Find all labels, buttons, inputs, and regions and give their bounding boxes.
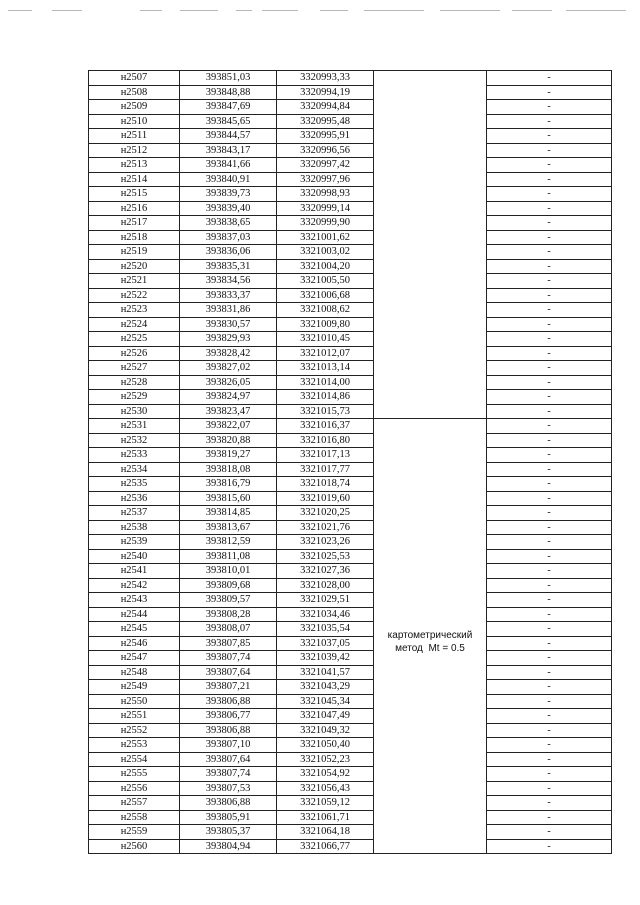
dash-cell: - [487, 143, 612, 158]
x-coordinate-cell: 393809,68 [180, 578, 277, 593]
point-name-cell: н2528 [89, 375, 180, 390]
table-row [89, 694, 612, 709]
point-name-cell: н2520 [89, 259, 180, 274]
dash-cell: - [487, 85, 612, 100]
x-coordinate-cell: 393848,88 [180, 85, 277, 100]
y-coordinate-cell: 3321034,46 [277, 607, 374, 622]
point-name-cell: н2525 [89, 332, 180, 347]
dash-cell: - [487, 172, 612, 187]
point-name-cell: н2538 [89, 520, 180, 535]
dash-cell: - [487, 259, 612, 274]
dash-cell: - [487, 593, 612, 608]
table-row [89, 448, 612, 463]
y-coordinate-cell: 3321012,07 [277, 346, 374, 361]
y-coordinate-cell: 3321064,18 [277, 825, 374, 840]
x-coordinate-cell: 393806,77 [180, 709, 277, 724]
dash-cell: - [487, 694, 612, 709]
dash-cell: - [487, 520, 612, 535]
dash-cell: - [487, 665, 612, 680]
x-coordinate-cell: 393805,91 [180, 810, 277, 825]
x-coordinate-cell: 393823,47 [180, 404, 277, 419]
table-row [89, 839, 612, 854]
x-coordinate-cell: 393806,88 [180, 694, 277, 709]
y-coordinate-cell: 3321029,51 [277, 593, 374, 608]
dash-cell: - [487, 549, 612, 564]
point-name-cell: н2524 [89, 317, 180, 332]
x-coordinate-cell: 393813,67 [180, 520, 277, 535]
dash-cell: - [487, 114, 612, 129]
x-coordinate-cell: 393818,08 [180, 462, 277, 477]
x-coordinate-cell: 393838,65 [180, 216, 277, 231]
point-name-cell: н2526 [89, 346, 180, 361]
dash-cell: - [487, 738, 612, 753]
dash-cell: - [487, 230, 612, 245]
point-name-cell: н2519 [89, 245, 180, 260]
point-name-cell: н2558 [89, 810, 180, 825]
dash-cell: - [487, 332, 612, 347]
point-name-cell: н2546 [89, 636, 180, 651]
y-coordinate-cell: 3321041,57 [277, 665, 374, 680]
y-coordinate-cell: 3321018,74 [277, 477, 374, 492]
x-coordinate-cell: 393816,79 [180, 477, 277, 492]
dash-cell: - [487, 361, 612, 376]
point-name-cell: н2553 [89, 738, 180, 753]
method-label-line2: метод Mt = 0.5 [395, 643, 465, 654]
table-row [89, 651, 612, 666]
point-name-cell: н2544 [89, 607, 180, 622]
table-row [89, 781, 612, 796]
dash-cell: - [487, 158, 612, 173]
y-coordinate-cell: 3321014,00 [277, 375, 374, 390]
point-name-cell: н2555 [89, 767, 180, 782]
table-row [89, 303, 612, 318]
x-coordinate-cell: 393831,86 [180, 303, 277, 318]
x-coordinate-cell: 393808,28 [180, 607, 277, 622]
table-row [89, 535, 612, 550]
x-coordinate-cell: 393814,85 [180, 506, 277, 521]
x-coordinate-cell: 393808,07 [180, 622, 277, 637]
dash-cell: - [487, 448, 612, 463]
table-row [89, 622, 612, 637]
table-row [89, 404, 612, 419]
y-coordinate-cell: 3321054,92 [277, 767, 374, 782]
table-row [89, 100, 612, 115]
point-name-cell: н2536 [89, 491, 180, 506]
dash-cell: - [487, 100, 612, 115]
point-name-cell: н2535 [89, 477, 180, 492]
x-coordinate-cell: 393828,42 [180, 346, 277, 361]
y-coordinate-cell: 3321001,62 [277, 230, 374, 245]
y-coordinate-cell: 3320999,14 [277, 201, 374, 216]
y-coordinate-cell: 3321066,77 [277, 839, 374, 854]
dash-cell: - [487, 622, 612, 637]
coordinates-table [88, 70, 612, 854]
table-row [89, 709, 612, 724]
x-coordinate-cell: 393834,56 [180, 274, 277, 289]
table-row [89, 723, 612, 738]
dash-cell: - [487, 723, 612, 738]
table-row [89, 825, 612, 840]
table-row [89, 361, 612, 376]
table-row [89, 288, 612, 303]
dash-cell: - [487, 288, 612, 303]
dash-cell: - [487, 810, 612, 825]
x-coordinate-cell: 393824,97 [180, 390, 277, 405]
y-coordinate-cell: 3321019,60 [277, 491, 374, 506]
y-coordinate-cell: 3321017,77 [277, 462, 374, 477]
table-row [89, 520, 612, 535]
point-name-cell: н2532 [89, 433, 180, 448]
point-name-cell: н2508 [89, 85, 180, 100]
table-row [89, 564, 612, 579]
point-name-cell: н2533 [89, 448, 180, 463]
y-coordinate-cell: 3321021,76 [277, 520, 374, 535]
y-coordinate-cell: 3320995,48 [277, 114, 374, 129]
y-coordinate-cell: 3321006,68 [277, 288, 374, 303]
dash-cell: - [487, 129, 612, 144]
table-row [89, 143, 612, 158]
y-coordinate-cell: 3321037,05 [277, 636, 374, 651]
y-coordinate-cell: 3321009,80 [277, 317, 374, 332]
point-name-cell: н2554 [89, 752, 180, 767]
dash-cell: - [487, 680, 612, 695]
y-coordinate-cell: 3320998,93 [277, 187, 374, 202]
dash-cell: - [487, 564, 612, 579]
x-coordinate-cell: 393807,85 [180, 636, 277, 651]
dash-cell: - [487, 491, 612, 506]
point-name-cell: н2541 [89, 564, 180, 579]
y-coordinate-cell: 3320995,91 [277, 129, 374, 144]
y-coordinate-cell: 3321045,34 [277, 694, 374, 709]
dash-cell: - [487, 419, 612, 434]
y-coordinate-cell: 3321047,49 [277, 709, 374, 724]
x-coordinate-cell: 393836,06 [180, 245, 277, 260]
x-coordinate-cell: 393827,02 [180, 361, 277, 376]
dash-cell: - [487, 433, 612, 448]
point-name-cell: н2511 [89, 129, 180, 144]
method-label-line1: картометрический [387, 630, 473, 641]
table-row [89, 85, 612, 100]
point-name-cell: н2539 [89, 535, 180, 550]
x-coordinate-cell: 393807,21 [180, 680, 277, 695]
y-coordinate-cell: 3321016,80 [277, 433, 374, 448]
x-coordinate-cell: 393820,88 [180, 433, 277, 448]
y-coordinate-cell: 3321008,62 [277, 303, 374, 318]
y-coordinate-cell: 3320999,90 [277, 216, 374, 231]
x-coordinate-cell: 393812,59 [180, 535, 277, 550]
point-name-cell: н2548 [89, 665, 180, 680]
y-coordinate-cell: 3321059,12 [277, 796, 374, 811]
y-coordinate-cell: 3321056,43 [277, 781, 374, 796]
dash-cell: - [487, 462, 612, 477]
x-coordinate-cell: 393809,57 [180, 593, 277, 608]
point-name-cell: н2529 [89, 390, 180, 405]
y-coordinate-cell: 3321052,23 [277, 752, 374, 767]
table-row [89, 390, 612, 405]
table-row [89, 332, 612, 347]
dash-cell: - [487, 477, 612, 492]
table-row [89, 419, 612, 434]
x-coordinate-cell: 393845,65 [180, 114, 277, 129]
x-coordinate-cell: 393841,66 [180, 158, 277, 173]
table-row [89, 462, 612, 477]
point-name-cell: н2559 [89, 825, 180, 840]
y-coordinate-cell: 3321014,86 [277, 390, 374, 405]
x-coordinate-cell: 393829,93 [180, 332, 277, 347]
scan-header-noise [0, 6, 640, 14]
point-name-cell: н2551 [89, 709, 180, 724]
table-row [89, 810, 612, 825]
x-coordinate-cell: 393844,57 [180, 129, 277, 144]
table-row [89, 433, 612, 448]
table-row [89, 491, 612, 506]
dash-cell: - [487, 535, 612, 550]
x-coordinate-cell: 393807,53 [180, 781, 277, 796]
point-name-cell: н2522 [89, 288, 180, 303]
table-row [89, 767, 612, 782]
table-row [89, 607, 612, 622]
y-coordinate-cell: 3321004,20 [277, 259, 374, 274]
x-coordinate-cell: 393806,88 [180, 723, 277, 738]
y-coordinate-cell: 3321039,42 [277, 651, 374, 666]
x-coordinate-cell: 393839,40 [180, 201, 277, 216]
point-name-cell: н2507 [89, 71, 180, 86]
point-name-cell: н2515 [89, 187, 180, 202]
point-name-cell: н2534 [89, 462, 180, 477]
dash-cell: - [487, 346, 612, 361]
point-name-cell: н2550 [89, 694, 180, 709]
point-name-cell: н2542 [89, 578, 180, 593]
y-coordinate-cell: 3320994,84 [277, 100, 374, 115]
point-name-cell: н2513 [89, 158, 180, 173]
dash-cell: - [487, 752, 612, 767]
dash-cell: - [487, 607, 612, 622]
dash-cell: - [487, 578, 612, 593]
table-row [89, 259, 612, 274]
x-coordinate-cell: 393805,37 [180, 825, 277, 840]
table-row [89, 665, 612, 680]
y-coordinate-cell: 3321015,73 [277, 404, 374, 419]
x-coordinate-cell: 393804,94 [180, 839, 277, 854]
method-label [374, 629, 486, 655]
y-coordinate-cell: 3321023,26 [277, 535, 374, 550]
x-coordinate-cell: 393840,91 [180, 172, 277, 187]
point-name-cell: н2530 [89, 404, 180, 419]
dash-cell: - [487, 245, 612, 260]
x-coordinate-cell: 393833,37 [180, 288, 277, 303]
x-coordinate-cell: 393826,05 [180, 375, 277, 390]
x-coordinate-cell: 393847,69 [180, 100, 277, 115]
table-row [89, 317, 612, 332]
point-name-cell: н2523 [89, 303, 180, 318]
y-coordinate-cell: 3321061,71 [277, 810, 374, 825]
table-row [89, 375, 612, 390]
point-name-cell: н2512 [89, 143, 180, 158]
point-name-cell: н2518 [89, 230, 180, 245]
point-name-cell: н2560 [89, 839, 180, 854]
table-row [89, 477, 612, 492]
table-row [89, 738, 612, 753]
dash-cell: - [487, 274, 612, 289]
x-coordinate-cell: 393807,10 [180, 738, 277, 753]
x-coordinate-cell: 393830,57 [180, 317, 277, 332]
point-name-cell: н2514 [89, 172, 180, 187]
table-row [89, 506, 612, 521]
dash-cell: - [487, 781, 612, 796]
dash-cell: - [487, 825, 612, 840]
x-coordinate-cell: 393807,74 [180, 651, 277, 666]
table-row [89, 796, 612, 811]
y-coordinate-cell: 3321027,36 [277, 564, 374, 579]
table-row [89, 216, 612, 231]
point-name-cell: н2516 [89, 201, 180, 216]
dash-cell: - [487, 317, 612, 332]
point-name-cell: н2517 [89, 216, 180, 231]
table-row [89, 158, 612, 173]
dash-cell: - [487, 709, 612, 724]
dash-cell: - [487, 216, 612, 231]
table-row [89, 230, 612, 245]
table-row [89, 578, 612, 593]
x-coordinate-cell: 393835,31 [180, 259, 277, 274]
point-name-cell: н2509 [89, 100, 180, 115]
table-row [89, 201, 612, 216]
y-coordinate-cell: 3320993,33 [277, 71, 374, 86]
y-coordinate-cell: 3321043,29 [277, 680, 374, 695]
table-row [89, 187, 612, 202]
x-coordinate-cell: 393851,03 [180, 71, 277, 86]
table-row [89, 129, 612, 144]
y-coordinate-cell: 3320997,42 [277, 158, 374, 173]
x-coordinate-cell: 393815,60 [180, 491, 277, 506]
dash-cell: - [487, 201, 612, 216]
x-coordinate-cell: 393837,03 [180, 230, 277, 245]
dash-cell: - [487, 303, 612, 318]
y-coordinate-cell: 3321028,00 [277, 578, 374, 593]
point-name-cell: н2540 [89, 549, 180, 564]
y-coordinate-cell: 3321049,32 [277, 723, 374, 738]
dash-cell: - [487, 71, 612, 86]
dash-cell: - [487, 390, 612, 405]
table-row [89, 274, 612, 289]
x-coordinate-cell: 393806,88 [180, 796, 277, 811]
point-name-cell: н2557 [89, 796, 180, 811]
table-row [89, 114, 612, 129]
table-row [89, 636, 612, 651]
y-coordinate-cell: 3321017,13 [277, 448, 374, 463]
x-coordinate-cell: 393819,27 [180, 448, 277, 463]
y-coordinate-cell: 3321010,45 [277, 332, 374, 347]
dash-cell: - [487, 187, 612, 202]
y-coordinate-cell: 3321016,37 [277, 419, 374, 434]
method-cell [374, 419, 487, 854]
point-name-cell: н2521 [89, 274, 180, 289]
point-name-cell: н2556 [89, 781, 180, 796]
point-name-cell: н2510 [89, 114, 180, 129]
point-name-cell: н2552 [89, 723, 180, 738]
table-row [89, 680, 612, 695]
table-row [89, 245, 612, 260]
dash-cell: - [487, 796, 612, 811]
y-coordinate-cell: 3321035,54 [277, 622, 374, 637]
point-name-cell: н2545 [89, 622, 180, 637]
point-name-cell: н2531 [89, 419, 180, 434]
x-coordinate-cell: 393807,64 [180, 752, 277, 767]
x-coordinate-cell: 393807,64 [180, 665, 277, 680]
y-coordinate-cell: 3320994,19 [277, 85, 374, 100]
x-coordinate-cell: 393839,73 [180, 187, 277, 202]
x-coordinate-cell: 393822,07 [180, 419, 277, 434]
dash-cell: - [487, 404, 612, 419]
y-coordinate-cell: 3321003,02 [277, 245, 374, 260]
y-coordinate-cell: 3320997,96 [277, 172, 374, 187]
y-coordinate-cell: 3321025,53 [277, 549, 374, 564]
y-coordinate-cell: 3321050,40 [277, 738, 374, 753]
dash-cell: - [487, 506, 612, 521]
table-row [89, 549, 612, 564]
table-row [89, 71, 612, 86]
point-name-cell: н2547 [89, 651, 180, 666]
coordinates-table-body [89, 71, 612, 854]
table-row [89, 593, 612, 608]
y-coordinate-cell: 3321005,50 [277, 274, 374, 289]
y-coordinate-cell: 3321013,14 [277, 361, 374, 376]
dash-cell: - [487, 839, 612, 854]
x-coordinate-cell: 393807,74 [180, 767, 277, 782]
dash-cell: - [487, 651, 612, 666]
table-row [89, 346, 612, 361]
point-name-cell: н2549 [89, 680, 180, 695]
table-row [89, 752, 612, 767]
dash-cell: - [487, 767, 612, 782]
y-coordinate-cell: 3321020,25 [277, 506, 374, 521]
table-row [89, 172, 612, 187]
x-coordinate-cell: 393810,01 [180, 564, 277, 579]
x-coordinate-cell: 393811,08 [180, 549, 277, 564]
method-cell-empty [374, 71, 487, 419]
point-name-cell: н2543 [89, 593, 180, 608]
x-coordinate-cell: 393843,17 [180, 143, 277, 158]
dash-cell: - [487, 636, 612, 651]
point-name-cell: н2527 [89, 361, 180, 376]
dash-cell: - [487, 375, 612, 390]
point-name-cell: н2537 [89, 506, 180, 521]
y-coordinate-cell: 3320996,56 [277, 143, 374, 158]
